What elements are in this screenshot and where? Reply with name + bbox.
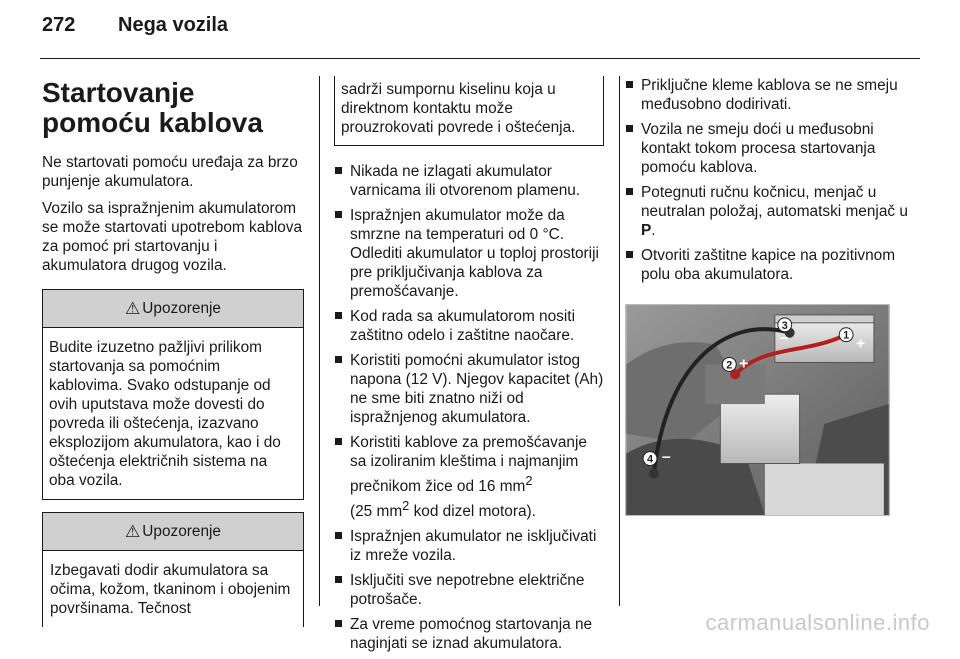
- plus-sign: +: [739, 355, 749, 373]
- warning-heading: [43, 513, 303, 551]
- list-item: Kod rada sa akumulatorom nositi zaštitno odelo i zaštitne naočare.: [334, 307, 604, 345]
- list-item-text: kod dizel motora).: [409, 503, 536, 521]
- list-item: Nikada ne izlagati akumulator varnicama ili otvorenom plamenu.: [334, 162, 604, 200]
- list-item: Priključne kleme kablova se ne smeju međusobno dodirivati.: [625, 76, 915, 114]
- warning-text: Izbegavati dodir akumulatora sa očima, kožom, tkaninom i obojenim površinama. Tečnost: [50, 562, 291, 617]
- callout-number: 4: [646, 453, 654, 466]
- list-item-text: Potegnuti ručnu kočnicu, menjač u neutralan položaj, automatski menjač u: [641, 184, 908, 220]
- paragraph: Ne startovati pomoću uređaja za brzo punjenje akumulatora.: [42, 154, 298, 190]
- column-2: [334, 70, 604, 659]
- column-divider: [319, 76, 320, 606]
- section-name: Nega vozila: [118, 14, 229, 36]
- superscript: 2: [525, 473, 533, 488]
- warning-text: Budite izuzetno pažljivi prilikom startovanja sa pomoćnim kablovima. Svako odstupanje od ovih uputstava može dovesti do povreda ili oštećenja, izazvano eksplozijom akumulatora, kao i do oštećenja električnih sistema na oba vozila.: [49, 339, 281, 489]
- list-item: [334, 433, 604, 521]
- warning-triangle-icon: ⚠: [125, 299, 141, 318]
- callout-number: 3: [781, 319, 788, 332]
- warning-box: [42, 289, 304, 500]
- column-1: [42, 70, 304, 627]
- gear-position: P: [641, 222, 652, 239]
- warning-triangle-icon: ⚠: [125, 522, 141, 541]
- bullet-list: [625, 76, 915, 284]
- minus-sign: –: [661, 448, 671, 466]
- callout-number: 2: [726, 359, 733, 372]
- list-item-text: (25 mm: [350, 503, 403, 521]
- list-item: Otvoriti zaštitne kapice na pozitivnom polu oba akumulatora.: [625, 246, 915, 284]
- warning-label: Upozorenje: [142, 300, 221, 317]
- bullet-list: [334, 162, 604, 653]
- list-item: Za vreme pomoćnog startovanja ne naginjati se iznad akumulatora.: [334, 615, 604, 653]
- list-item: Koristiti pomoćni akumulator istog napona (12 V). Njegov kapacitet (Ah) ne sme biti znatno niži od ispražnjenog akumulatora.: [334, 351, 604, 427]
- plus-sign: +: [856, 335, 866, 353]
- page-header: [42, 14, 228, 48]
- page-number: 272: [42, 14, 76, 36]
- warning-label: Upozorenje: [142, 523, 221, 540]
- list-item: Isključiti sve nepotrebne električne potrošače.: [334, 571, 604, 609]
- list-item: Ispražnjen akumulator može da smrzne na temperaturi od 0 °C. Odlediti akumulator u toploj prostoriji pre priključivanja kablova za premošćavanje.: [334, 206, 604, 301]
- watermark: carmanualsonline.info: [705, 610, 930, 635]
- clamp: [649, 468, 659, 478]
- column-3: [625, 70, 915, 521]
- paragraph: Vozilo sa ispražnjenim akumulatorom se može startovati upotrebom kablova za pomoć pri startovanju i akumulatora drugog vozila.: [42, 200, 303, 274]
- list-item-text: Koristiti kablove za premošćavanje sa izoliranim kleštima i najmanjim prečnikom žice od 16 mm: [350, 434, 587, 496]
- jump-start-illustration: [625, 304, 890, 516]
- column-divider: [619, 76, 620, 606]
- header-rule: [40, 58, 920, 59]
- bumper: [765, 463, 884, 515]
- list-item: Ispražnjen akumulator ne isključivati iz mreže vozila.: [334, 527, 604, 565]
- minus-sign: –: [779, 329, 789, 347]
- discharged-battery: [720, 394, 799, 463]
- list-item: [625, 183, 915, 240]
- warning-box: [42, 512, 304, 627]
- list-item: Vozila ne smeju doći u međusobni kontakt tokom procesa startovanja pomoću kablova.: [625, 120, 915, 177]
- warning-continuation: sadrži sumpornu kiselinu koja u direktnom kontaktu može prouzrokovati povrede i oštećenja.: [334, 76, 604, 146]
- warning-heading: [43, 290, 303, 328]
- callout-number: 1: [843, 329, 850, 342]
- section-title: Startovanje pomoću kablova: [42, 77, 263, 138]
- list-item-text: .: [651, 222, 656, 239]
- superscript: 2: [402, 498, 410, 514]
